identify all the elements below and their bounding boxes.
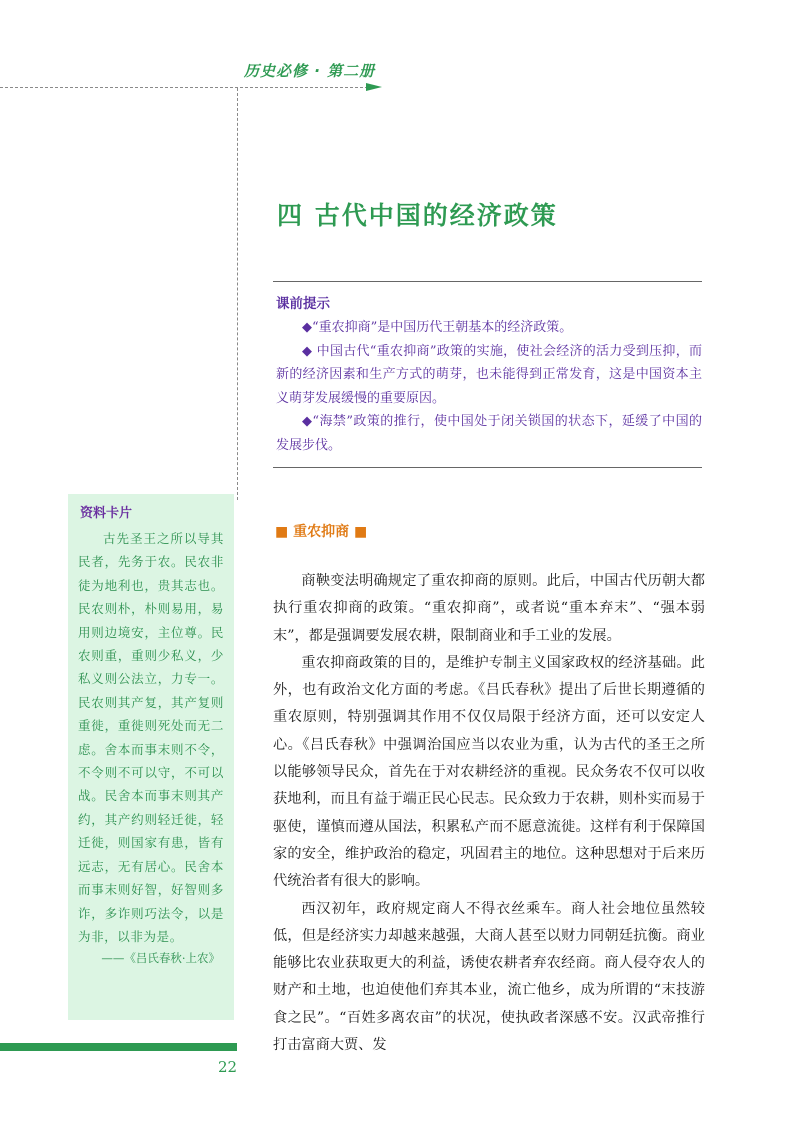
vertical-divider [237,88,238,500]
chapter-title: 四 古代中国的经济政策 [277,201,558,230]
tips-top-rule [273,281,702,282]
card-quote: 古先圣王之所以导其民者，先务于农。民农非徒为地利也，贵其志也。民农则朴，朴则易用，易用则边境安，主位尊。民农则重，重则少私义，少私义则公法立，力专一。民农则其产复，其产复则重徙，重徙则死处而无二虑。舍本而事末则不令，不令则不可以守，不可以战。民舍本而事末则其产约，其产约则轻迁徙，轻迁徙，则国家有患，皆有远志，无有居心。民舍本而事末则好智，好智则多诈，多诈则巧法令，以是为非，以非为是。 [78,531,224,944]
card-title: 资料卡片 [80,506,133,521]
tip-item: ◆“重农抑商”是中国历代王朝基本的经济政策。 [302,320,573,335]
tip-item: ◆ 中国古代“重农抑商”政策的实施，使社会经济的活力受到压抑，而新的经济因素和生产方式的萌芽，也未能得到正常发育，这是中国资本主义萌芽发展缓慢的重要原因。 [276,343,702,406]
tips-list [276,316,702,458]
footer-bar [0,1043,237,1051]
arrow-icon [366,83,382,91]
card-source: ——《吕氏春秋·上农》 [101,951,220,966]
tip-item: ◆“海禁”政策的推行，使中国处于闭关锁国的状态下，延缓了中国的发展步伐。 [276,414,702,453]
material-card [68,494,234,1020]
section-heading: ■ 重农抑商 ■ [275,524,368,540]
tips-label: 课前提示 [276,296,330,312]
body-paragraph: 西汉初年，政府规定商人不得衣丝乘车。商人社会地位虽然较低，但是经济实力却越来越强，大商人甚至以财力同朝廷抗衡。商业能够比农业获取更大的利益，诱使农耕者弃农经商。商人侵夺农人的财产和土地，也迫使他们弃其本业，流亡他乡，成为所谓的“末技游食之民”。“百姓多离农亩”的状况，使执政者深感不安。汉武帝推行打击富商大贾、发 [273,900,705,1054]
page-number: 22 [218,1058,238,1076]
tips-bottom-rule [273,467,702,468]
body-text [273,568,705,1059]
body-paragraph: 重农抑商政策的目的，是维护专制主义国家政权的经济基础。此外，也有政治文化方面的考虑。《吕氏春秋》提出了后世长期遵循的重农原则，特别强调其作用不仅仅局限于经济方面，还可以安定人心。《吕氏春秋》中强调治国应当以农业为重，认为古代的圣王之所以能够领导民众，首先在于对农耕经济的重视。民众务农不仅可以收获地利，而且有益于端正民心民志。民众致力于农耕，则朴实而易于驱使，谨慎而遵从国法，积累私产而不愿意流徙。这样有利于保障国家的安全，维护政治的稳定，巩固君主的地位。这种思想对于后来历代统治者有很大的影响。 [273,654,705,890]
book-title: 历史必修 · 第二册 [244,62,376,80]
body-paragraph: 商鞅变法明确规定了重农抑商的原则。此后，中国古代历朝大都执行重农抑商的政策。“重农抑商”，或者说“重本弃末”、“强本弱末”，都是强调要发展农耕，限制商业和手工业的发展。 [273,573,705,644]
header-divider [0,87,368,88]
